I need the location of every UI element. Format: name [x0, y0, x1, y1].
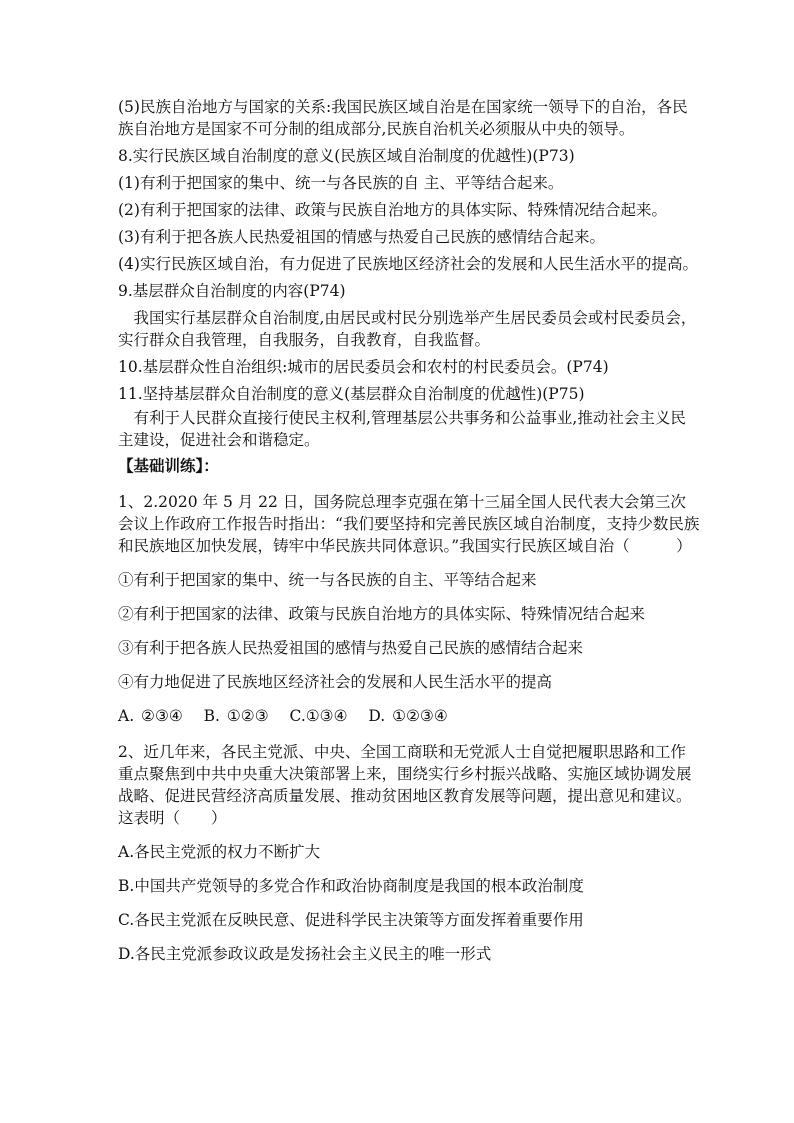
- note-5: (5)民族自治地方与国家的关系:我国民族区域自治是在国家统一领导下的自治，各民族自治地方是国家不可分制的组成部分,民族自治机关必须服从中央的领导。: [118, 98, 688, 138]
- question-1-choices: [118, 705, 700, 727]
- document-content: [118, 96, 700, 965]
- note-11-body: 有利于人民群众直接行使民主权利,管理基层公共事务和公益事业,推动社会主义民主建设，促进社会和谐稳定。: [118, 409, 686, 449]
- choice-c: C.①③④: [289, 707, 348, 725]
- note-8-item-3: (3)有利于把各族人民热爱祖国的情感与热爱自己民族的感情结合起来。: [118, 228, 605, 246]
- question-1-item: ②有利于把国家的法律、政策与民族自治地方的具体实际、特殊情况结合起来: [118, 605, 646, 623]
- question-2-option-b: B.中国共产党领导的多党合作和政治协商制度是我国的根本政治制度: [118, 877, 584, 895]
- question-2: [118, 741, 700, 965]
- choice-b: B. ①②③: [203, 707, 269, 725]
- choice-a: A. ②③④: [118, 707, 183, 725]
- choice-d: D. ①②③④: [368, 707, 448, 725]
- question-2-option-c: C.各民主党派在反映民意、促进科学民主决策等方面发挥着重要作用: [118, 911, 584, 929]
- question-1-item: ①有利于把国家的集中、统一与各民族的自主、平等结合起来: [118, 571, 537, 589]
- note-9-body: 我国实行基层群众自治制度,由居民或村民分别选举产生居民委员会或村民委员会，实行群众自我管理，自我服务，自我教育，自我监督。: [118, 309, 697, 349]
- question-2-option-a: A.各民主党派的权力不断扩大: [118, 843, 321, 861]
- question-1-stem: 1、2.2020 年 5 月 22 日，国务院总理李克强在第十三届全国人民代表大会第三次会议上作政府工作报告时指出：“我们要坚持和完善民族区域自治制度，支持少数民族和民族地区加快发展，铸牢中华民族共同体意识。”我国实行民族区域自治（ ）: [118, 493, 700, 555]
- section-heading: 【基础训练】：: [118, 457, 219, 475]
- question-1: [118, 491, 700, 727]
- note-11-title: 11.坚持基层群众自治制度的意义(基层群众自治制度的优越性)(P75): [118, 385, 585, 403]
- note-9-title: 9.基层群众自治制度的内容(P74): [118, 282, 346, 300]
- note-8-title: 8.实行民族区域自治制度的意义(民族区域自治制度的优越性)(P73): [118, 147, 575, 165]
- question-2-stem: 2、近几年来，各民主党派、中央、全国工商联和无党派人士自觉把履职思路和工作重点聚焦到中共中央重大决策部署上来，围绕实行乡村振兴战略、实施区域协调发展战略、促进民营经济高质量发展、推动贫困地区教育发展等问题，提出意见和建议。这表明（ ）: [118, 743, 692, 827]
- question-2-option-d: D.各民主党派参政议政是发扬社会主义民主的唯一形式: [118, 945, 492, 963]
- question-1-item: ④有力地促进了民族地区经济社会的发展和人民生活水平的提高: [118, 673, 553, 691]
- question-1-item: ③有利于把各族人民热爱祖国的感情与热爱自己民族的感情结合起来: [118, 639, 584, 657]
- note-10: 10.基层群众性自治组织:城市的居民委员会和农村的村民委员会。(P74): [118, 358, 609, 376]
- note-8-item-2: (2)有利于把国家的法律、政策与民族自治地方的具体实际、特殊情况结合起来。: [118, 201, 667, 219]
- note-8-item-1: (1)有利于把国家的集中、统一与各民族的自 主、平等结合起来。: [118, 174, 564, 192]
- note-8-item-4: (4)实行民族区域自治，有力促进了民族地区经济社会的发展和人民生活水平的提高。: [118, 255, 698, 273]
